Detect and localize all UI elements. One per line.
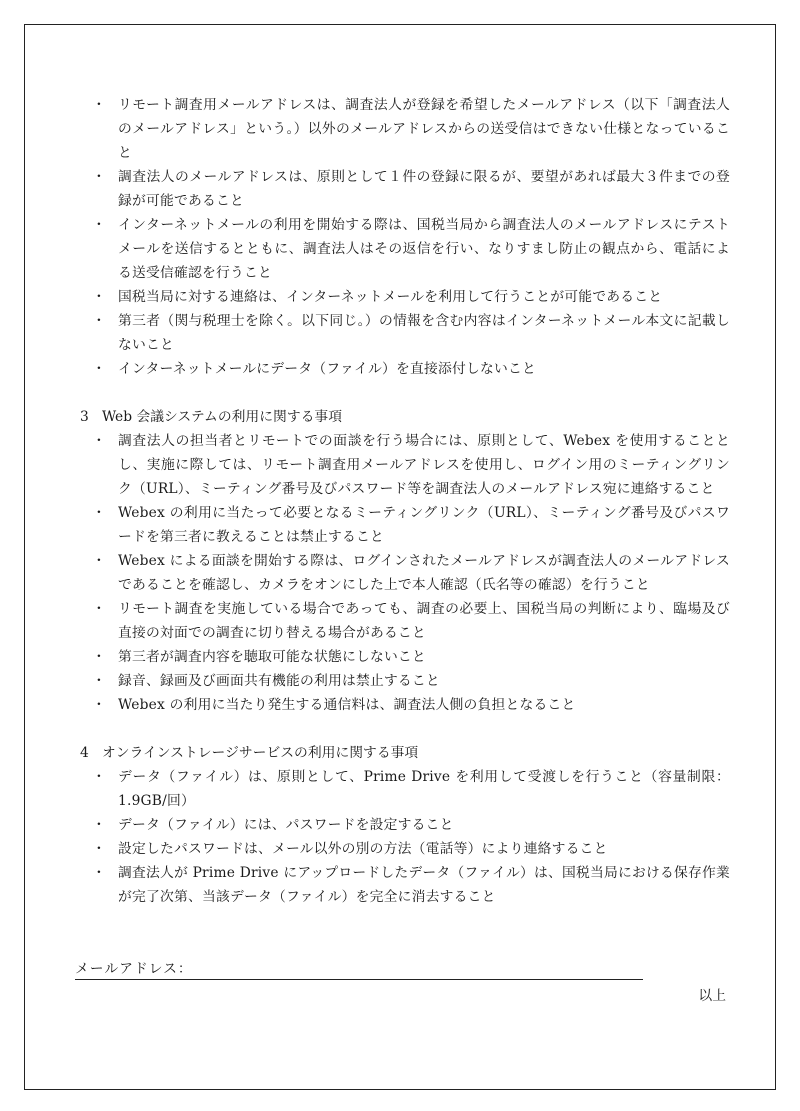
bullet-dot: ・ xyxy=(92,601,106,617)
bullet-dot: ・ xyxy=(92,817,106,833)
list-item xyxy=(80,93,730,165)
section-number: 3 xyxy=(80,409,89,425)
list-item xyxy=(80,213,730,285)
bullet-dot: ・ xyxy=(92,313,106,329)
list-item xyxy=(80,765,730,813)
document-body xyxy=(80,93,730,909)
email-address-label: メールアドレス： xyxy=(75,961,193,977)
bullet-list xyxy=(80,93,730,381)
bullet-dot: ・ xyxy=(92,217,106,233)
bullet-text: Webex による面談を開始する際は、ログインされたメールアドレスが調査法人のメールアドレスであることを確認し、カメラをオンにした上で本人確認（氏名等の確認）を行うこと xyxy=(118,553,730,593)
bullet-text: 調査法人が Prime Drive にアップロードしたデータ（ファイル）は、国税当局における保存作業が完了次第、当該データ（ファイル）を完全に消去すること xyxy=(118,865,730,905)
bullet-text: リモート調査用メールアドレスは、調査法人が登録を希望したメールアドレス（以下「調査法人のメールアドレス」という。）以外のメールアドレスからの送受信はできない仕様となっていること xyxy=(118,97,730,161)
bullet-text: 第三者（関与税理士を除く。以下同じ。）の情報を含む内容はインターネットメール本文に記載しないこと xyxy=(118,313,730,353)
list-item xyxy=(80,837,730,861)
list-item xyxy=(80,357,730,381)
bullet-text: Webex の利用に当たり発生する通信料は、調査法人側の負担となること xyxy=(118,697,576,713)
section-email-rules xyxy=(80,93,730,381)
bullet-dot: ・ xyxy=(92,769,106,785)
section-heading xyxy=(80,741,730,765)
list-item xyxy=(80,669,730,693)
bullet-dot: ・ xyxy=(92,649,106,665)
bullet-text: Webex の利用に当たって必要となるミーティングリンク（URL）、ミーティング番号及びパスワードを第三者に教えることは禁止すること xyxy=(118,505,730,545)
list-item xyxy=(80,597,730,645)
list-item xyxy=(80,309,730,357)
bullet-dot: ・ xyxy=(92,841,106,857)
section-heading xyxy=(80,405,730,429)
bullet-dot: ・ xyxy=(92,865,106,881)
list-item xyxy=(80,429,730,501)
bullet-list xyxy=(80,765,730,909)
section-online-storage xyxy=(80,741,730,909)
bullet-dot: ・ xyxy=(92,169,106,185)
section-title: Web 会議システムの利用に関する事項 xyxy=(102,409,343,425)
bullet-text: リモート調査を実施している場合であっても、調査の必要上、国税当局の判断により、臨場及び直接の対面での調査に切り替える場合があること xyxy=(118,601,730,641)
bullet-text: 調査法人の担当者とリモートでの面談を行う場合には、原則として、Webex を使用することとし、実施に際しては、リモート調査用メールアドレスを使用し、ログイン用のミーティングリンク（URL）、ミーティング番号及びパスワード等を調査法人のメールアドレス宛に連絡すること xyxy=(118,433,730,497)
email-address-field[interactable] xyxy=(75,960,643,980)
list-item xyxy=(80,861,730,909)
bullet-dot: ・ xyxy=(92,361,106,377)
bullet-text: 調査法人のメールアドレスは、原則として１件の登録に限るが、要望があれば最大３件までの登録が可能であること xyxy=(118,169,730,209)
bullet-text: 録音、録画及び画面共有機能の利用は禁止すること xyxy=(118,673,440,689)
bullet-text: インターネットメールにデータ（ファイル）を直接添付しないこと xyxy=(118,361,536,377)
bullet-text: 国税当局に対する連絡は、インターネットメールを利用して行うことが可能であること xyxy=(118,289,663,305)
bullet-dot: ・ xyxy=(92,673,106,689)
list-item xyxy=(80,165,730,213)
section-title: オンラインストレージサービスの利用に関する事項 xyxy=(102,745,419,761)
bullet-dot: ・ xyxy=(92,697,106,713)
list-item xyxy=(80,501,730,549)
section-number: 4 xyxy=(80,745,89,761)
list-item xyxy=(80,693,730,717)
list-item xyxy=(80,549,730,597)
section-web-conference xyxy=(80,405,730,717)
list-item xyxy=(80,813,730,837)
bullet-list xyxy=(80,429,730,717)
list-item xyxy=(80,645,730,669)
bullet-dot: ・ xyxy=(92,505,106,521)
bullet-dot: ・ xyxy=(92,553,106,569)
bullet-text: インターネットメールの利用を開始する際は、国税当局から調査法人のメールアドレスにテストメールを送信するとともに、調査法人はその返信を行い、なりすまし防止の観点から、電話による送受信確認を行うこと xyxy=(118,217,730,281)
list-item xyxy=(80,285,730,309)
bullet-text: 第三者が調査内容を聴取可能な状態にしないこと xyxy=(118,649,426,665)
bullet-text: データ（ファイル）には、パスワードを設定すること xyxy=(118,817,454,833)
bullet-dot: ・ xyxy=(92,97,106,113)
bullet-text: 設定したパスワードは、メール以外の別の方法（電話等）により連絡すること xyxy=(118,841,608,857)
closing-text: 以上 xyxy=(698,988,726,1004)
bullet-dot: ・ xyxy=(92,433,106,449)
bullet-text: データ（ファイル）は、原則として、Prime Drive を利用して受渡しを行うこと（容量制限：1.9GB/回） xyxy=(118,769,730,809)
bullet-dot: ・ xyxy=(92,289,106,305)
